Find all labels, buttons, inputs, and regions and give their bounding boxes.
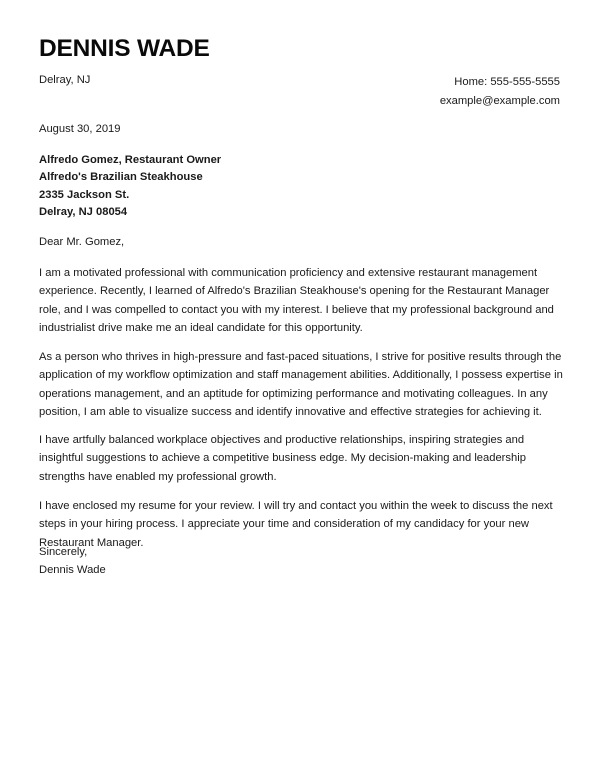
recipient-street: 2335 Jackson St. [39,188,130,201]
body-paragraph-4: I have enclosed my resume for your review. I will try and contact you within the week to discuss the next steps in your hiring process. I appreciate your time and consideration of my candidacy for your new Restaurant Manager. [39,500,553,549]
contact-info [440,73,560,111]
salutation: Dear Mr. Gomez, [39,236,125,248]
recipient-city-state-zip: Delray, NJ 08054 [39,205,128,218]
letter-date: August 30, 2019 [39,123,121,135]
phone-number: Home: 555-555-5555 [454,76,560,88]
closing-block [39,543,106,579]
email-address: example@example.com [439,95,560,107]
applicant-location: Delray, NJ [39,74,91,86]
recipient-name-title: Alfredo Gomez, Restaurant Owner [39,154,222,166]
recipient-address-block [39,152,221,221]
closing-phrase: Sincerely, [39,546,88,558]
body-paragraph-2: As a person who thrives in high-pressure and fast-paced situations, I strive for positive results through the application of my workflow optimization and staff management abilities. Additionally, I possess expertise in operations management, and an aptitude for optimizing performance and motivating colleagues. In any position, I am able to visualize success and identify innovative and effective strategies for achieving it. [39,351,563,418]
body-paragraph-3: I have artfully balanced workplace objectives and productive relationships, inspiring strategies and insightful suggestions to achieve a competitive business edge. My decision-making and leadership strengths have enabled my professional growth. [39,434,526,483]
body-paragraph-1: I am a motivated professional with communication proficiency and extensive restaurant management experience. Recently, I learned of Alfredo's Brazilian Steakhouse's opening for the Restaurant Manager role, and I was compelled to contact you with my interest. I believe that my professional background and industrialist drive make me an ideal candidate for this opportunity. [39,267,554,334]
recipient-company: Alfredo's Brazilian Steakhouse [39,171,203,184]
applicant-name: DENNIS WADE [39,35,210,62]
signature-name: Dennis Wade [39,564,106,576]
